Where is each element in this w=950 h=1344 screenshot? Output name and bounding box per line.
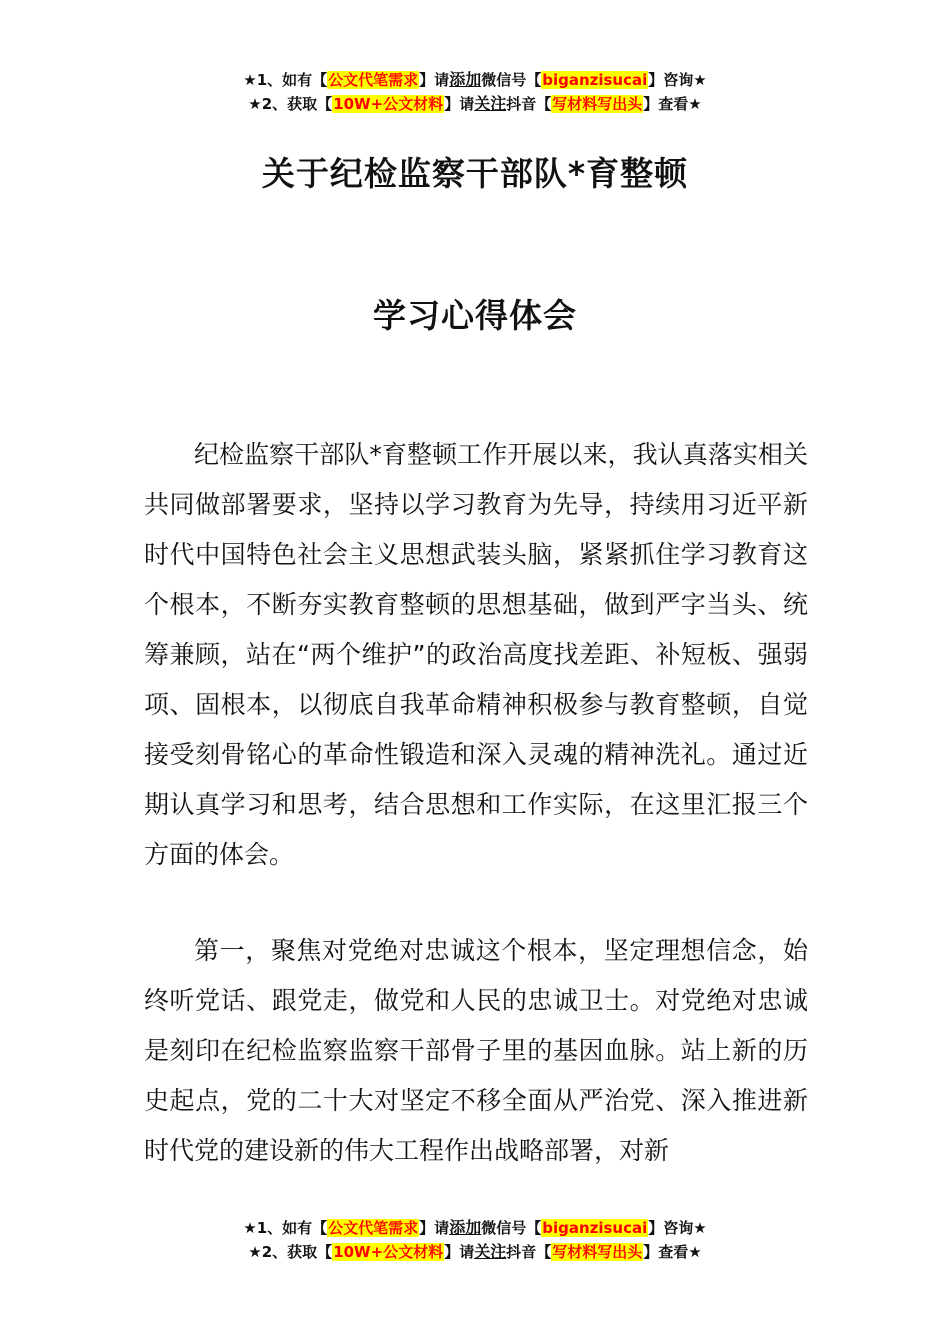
promo-text: 】请 [419,1219,450,1237]
promo-text: 】请 [444,95,475,113]
promo-line-1 [0,1216,950,1240]
highlight-service: 公文代笔需求 [328,71,419,89]
document-title-line-2: 学习心得体会 [373,296,577,335]
highlight-wechat-id: biganzisucai [542,71,648,89]
promo-text: 】查看★ [643,1243,702,1261]
highlight-materials: 10W+公文材料 [333,1243,444,1261]
promo-text: ★2、获取【 [248,1243,333,1261]
highlight-douyin: 写材料写出头 [552,1243,643,1261]
body-paragraph-2: 第一，聚焦对党绝对忠诚这个根本，坚定理想信念，始终听党话、跟党走，做党和人民的忠诚卫士。对党绝对忠诚是刻印在纪检监察监察干部骨子里的基因血脉。站上新的历史起点，党的二十大对坚定不移全面从严治党、深入推进新时代党的建设新的伟大工程作出战略部署，对新 [144,936,808,1165]
promo-text: 】请 [419,71,450,89]
promo-text: ★1、如有【 [243,71,328,89]
promo-text: 】咨询★ [648,1219,707,1237]
body-paragraph-1: 纪检监察干部队*育整顿工作开展以来，我认真落实相关共同做部署要求，坚持以学习教育为先导，持续用习近平新时代中国特色社会主义思想武装头脑，紧紧抓住学习教育这个根本，不断夯实教育整顿的思想基础，做到严字当头、统筹兼顾，站在“两个维护”的政治高度找差距、补短板、强弱项、固根本，以彻底自我革命精神积极参与教育整顿，自觉接受刻骨铭心的革命性锻造和深入灵魂的精神洗礼。通过近期认真学习和思考，结合思想和工作实际，在这里汇报三个方面的体会。 [144,440,808,869]
document-title-line-1: 关于纪检监察干部队*育整顿 [261,154,689,193]
promo-text: ★1、如有【 [243,1219,328,1237]
highlight-wechat-id: biganzisucai [542,1219,648,1237]
promo-line-2 [0,92,950,116]
promo-footer [0,1216,950,1264]
promo-text: ★2、获取【 [248,95,333,113]
promo-line-2 [0,1240,950,1264]
highlight-service: 公文代笔需求 [328,1219,419,1237]
underlined-word: 添加 [449,70,482,89]
promo-text: 】咨询★ [648,71,707,89]
promo-line-1 [0,68,950,92]
underlined-word: 关注 [474,1242,507,1261]
promo-text: 抖音【 [506,95,552,113]
promo-header [0,68,950,116]
promo-text: 】请 [444,1243,475,1261]
promo-text: 微信号【 [481,71,542,89]
highlight-materials: 10W+公文材料 [333,95,444,113]
underlined-word: 添加 [449,1218,482,1237]
underlined-word: 关注 [474,94,507,113]
promo-text: 】查看★ [643,95,702,113]
highlight-douyin: 写材料写出头 [552,95,643,113]
promo-text: 抖音【 [506,1243,552,1261]
promo-text: 微信号【 [481,1219,542,1237]
